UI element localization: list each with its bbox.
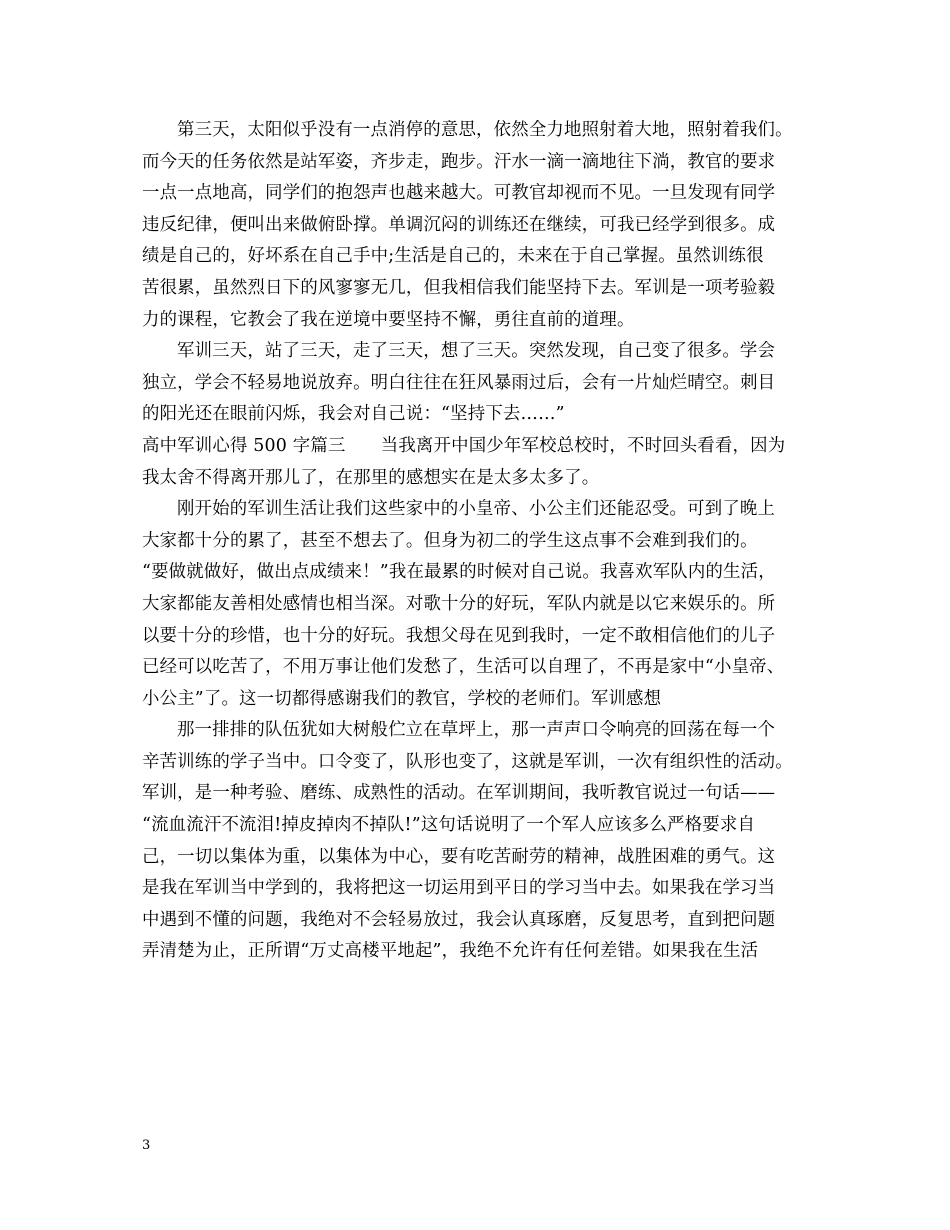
paragraph-first-line: 军训三天，站了三天，走了三天，想了三天。突然发现，自己变了很多。学会 — [177, 341, 776, 362]
paragraph-line: 小公主”了。这一切都得感谢我们的教官，学校的老师们。军训感想 — [142, 688, 662, 709]
paragraph-line: 绩是自己的，好坏系在自己手中;生活是自己的，未来在于自己掌握。虽然训练很 — [142, 246, 764, 267]
paragraph-line: 已经可以吃苦了，不用万事让他们发愁了，生活可以自理了，不再是家中“小皇帝、 — [142, 657, 785, 678]
paragraph-line: 苦很累，虽然烈日下的风寥寥无几，但我相信我们能坚持下去。军训是一项考验毅 — [142, 277, 776, 298]
paragraph-line: 而今天的任务依然是站军姿，齐步走，跑步。汗水一滴一滴地往下淌，教官的要求 — [142, 151, 776, 172]
paragraph-line: 中遇到不懂的问题，我绝对不会轻易放过，我会认真琢磨，反复思考，直到把问题 — [142, 909, 776, 930]
paragraph-first-line: 那一排排的队伍犹如大树般伫立在草坪上，那一声声口令响亮的回荡在每一个 — [177, 720, 776, 741]
paragraph-line: 一点一点地高，同学们的抱怨声也越来越大。可教官却视而不见。一旦发现有同学 — [142, 183, 776, 204]
paragraph-line: 大家都能友善相处感情也相当深。对歌十分的好玩，军队内就是以它来娱乐的。所 — [142, 593, 776, 614]
paragraph-line: 独立，学会不轻易地说放弃。明白往往在狂风暴雨过后，会有一片灿烂晴空。刺目 — [142, 372, 776, 393]
paragraph-first-line: 刚开始的军训生活让我们这些家中的小皇帝、小公主们还能忍受。可到了晚上 — [177, 499, 776, 520]
paragraph-line: 力的课程，它教会了我在逆境中要坚持不懈，勇往直前的道理。 — [142, 309, 635, 330]
paragraph-line: 辛苦训练的学子当中。口令变了，队形也变了，这就是军训，一次有组织性的活动。 — [142, 751, 793, 772]
paragraph-line: 大家都十分的累了，甚至不想去了。但身为初二的学生这点事不会难到我们的。 — [142, 530, 758, 551]
paragraph-line: 是我在军训当中学到的，我将把这一切运用到平日的学习当中去。如果我在学习当 — [142, 878, 776, 899]
document-body — [142, 115, 822, 968]
paragraph-line: 违反纪律，便叫出来做俯卧撑。单调沉闷的训练还在继续，可我已经学到很多。成 — [142, 214, 776, 235]
paragraph-line: “要做就做好，做出点成绩来！”我在最累的时候对自己说。我喜欢军队内的生活， — [142, 562, 776, 583]
paragraph-line: 高中军训心得 500 字篇三 当我离开中国少年军校总校时，不时回头看看，因为 — [142, 435, 786, 456]
paragraph-line: 我太舍不得离开那儿了，在那里的感想实在是太多太多了。 — [142, 467, 600, 488]
paragraph-line: 弄清楚为止，正所谓“万丈高楼平地起”，我绝不允许有任何差错。如果我在生活 — [142, 941, 759, 962]
paragraph-first-line: 第三天，太阳似乎没有一点消停的意思，依然全力地照射着大地，照射着我们。 — [177, 120, 793, 140]
page-number: 3 — [142, 1138, 151, 1153]
paragraph-line: 己，一切以集体为重，以集体为中心，要有吃苦耐劳的精神，战胜困难的勇气。这 — [142, 846, 776, 867]
paragraph-line: 的阳光还在眼前闪烁，我会对自己说：“坚持下去……” — [142, 404, 565, 425]
paragraph-line: 以要十分的珍惜，也十分的好玩。我想父母在见到我时，一定不敢相信他们的儿子 — [142, 625, 776, 646]
paragraph-line: “流血流汗不流泪!掉皮掉肉不掉队!”这句话说明了一个军人应该多么严格要求自 — [142, 815, 756, 836]
paragraph-line: 军训，是一种考验、磨练、成熟性的活动。在军训期间，我听教官说过一句话—— — [142, 783, 776, 804]
